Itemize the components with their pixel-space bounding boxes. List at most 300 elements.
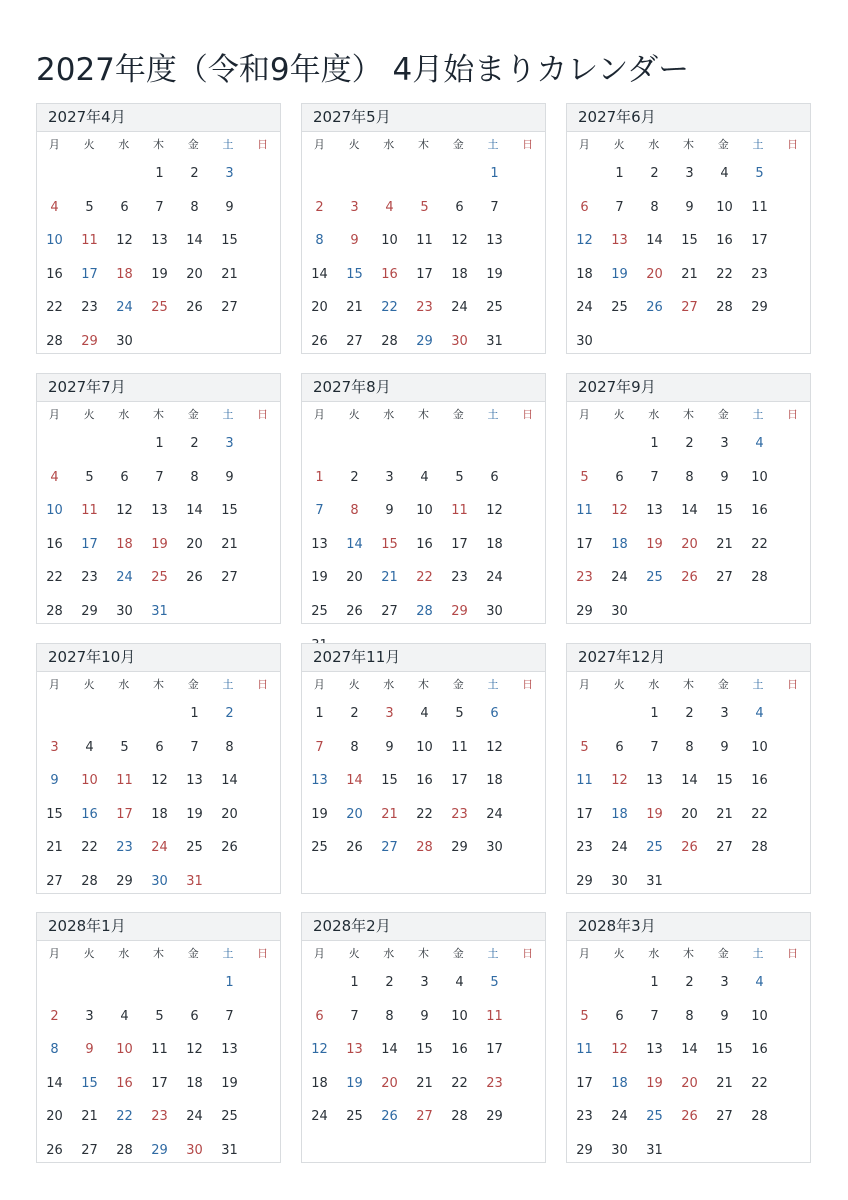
day-cell: 18 bbox=[116, 266, 133, 282]
day-cell: 5 bbox=[455, 706, 464, 721]
day-cell: 2 bbox=[315, 199, 324, 215]
day-cell: 16 bbox=[451, 1042, 468, 1058]
empty-cell bbox=[107, 427, 142, 461]
day-cell: 6 bbox=[120, 469, 129, 485]
month-title: 2027年7月 bbox=[37, 374, 280, 402]
day-cell: 24 bbox=[116, 300, 133, 316]
day-cell: 8 bbox=[225, 739, 234, 755]
day-cell: 7 bbox=[315, 739, 324, 755]
day-cell: 22 bbox=[451, 1075, 468, 1091]
day-cell: 31 bbox=[646, 1142, 663, 1158]
weekday-label: 日 bbox=[257, 138, 269, 151]
day-cell: 16 bbox=[381, 266, 398, 282]
weekday-label: 木 bbox=[418, 678, 430, 691]
day-cell: 11 bbox=[451, 739, 468, 755]
empty-cell bbox=[567, 697, 602, 731]
day-cell: 26 bbox=[311, 333, 328, 349]
weekday-label: 火 bbox=[613, 678, 625, 691]
day-cell: 3 bbox=[720, 436, 729, 451]
empty-cell bbox=[37, 697, 72, 731]
empty-cell bbox=[442, 157, 477, 191]
weekday-label: 木 bbox=[153, 678, 165, 691]
day-cell: 10 bbox=[116, 1042, 133, 1058]
day-cell: 30 bbox=[486, 603, 503, 619]
day-cell: 21 bbox=[681, 266, 698, 282]
day-cell: 3 bbox=[720, 975, 729, 990]
weekday-label: 金 bbox=[717, 947, 729, 960]
day-cell: 25 bbox=[151, 570, 168, 586]
weekday-label: 火 bbox=[83, 408, 95, 421]
day-cell: 1 bbox=[615, 166, 624, 181]
month-calendar bbox=[566, 103, 811, 354]
empty-cell bbox=[337, 427, 372, 461]
day-cell: 3 bbox=[225, 436, 234, 451]
day-cell: 18 bbox=[611, 806, 628, 822]
empty-cell bbox=[602, 966, 637, 1000]
day-cell: 14 bbox=[221, 773, 238, 789]
weekday-label: 金 bbox=[187, 408, 199, 421]
weekday-label: 月 bbox=[578, 138, 590, 151]
day-cell: 4 bbox=[120, 1008, 129, 1024]
day-cell: 7 bbox=[155, 199, 164, 215]
day-cell: 26 bbox=[186, 570, 203, 586]
day-cell: 16 bbox=[116, 1075, 133, 1091]
day-cell: 10 bbox=[46, 503, 63, 519]
day-cell: 12 bbox=[611, 773, 628, 789]
day-cell: 1 bbox=[315, 706, 324, 721]
day-cell: 2 bbox=[685, 975, 694, 990]
day-cell: 26 bbox=[681, 570, 698, 586]
weekday-label: 金 bbox=[187, 138, 199, 151]
day-cell: 1 bbox=[350, 975, 359, 990]
day-cell: 6 bbox=[455, 199, 464, 215]
weekday-label: 金 bbox=[452, 138, 464, 151]
weekday-label: 木 bbox=[153, 408, 165, 421]
weekday-label: 月 bbox=[578, 678, 590, 691]
day-cell: 14 bbox=[311, 266, 328, 282]
day-cell: 3 bbox=[85, 1008, 94, 1024]
day-cell: 22 bbox=[46, 570, 63, 586]
weekday-label: 日 bbox=[787, 947, 799, 960]
day-cell: 30 bbox=[611, 1142, 628, 1158]
empty-cell bbox=[442, 427, 477, 461]
day-cell: 27 bbox=[716, 840, 733, 856]
day-cell: 21 bbox=[716, 1075, 733, 1091]
day-cell: 13 bbox=[151, 233, 168, 249]
day-cell: 3 bbox=[385, 706, 394, 721]
day-cell: 3 bbox=[720, 706, 729, 721]
weekday-label: 月 bbox=[313, 408, 325, 421]
empty-cell bbox=[37, 966, 72, 1000]
day-cell: 23 bbox=[576, 570, 593, 586]
day-cell: 6 bbox=[315, 1008, 324, 1024]
day-cell: 27 bbox=[716, 1109, 733, 1125]
day-cell: 13 bbox=[186, 773, 203, 789]
month-calendar bbox=[301, 643, 546, 894]
day-cell: 7 bbox=[615, 199, 624, 215]
day-cell: 13 bbox=[311, 773, 328, 789]
day-cell: 30 bbox=[486, 840, 503, 856]
day-cell: 25 bbox=[611, 300, 628, 316]
day-cell: 14 bbox=[186, 233, 203, 249]
weekday-header-row bbox=[567, 678, 810, 692]
day-cell: 17 bbox=[116, 806, 133, 822]
month-title: 2027年10月 bbox=[37, 644, 280, 672]
weekday-label: 月 bbox=[578, 408, 590, 421]
weekday-label: 木 bbox=[683, 408, 695, 421]
day-cell: 17 bbox=[451, 773, 468, 789]
day-cell: 20 bbox=[46, 1109, 63, 1125]
day-cell: 15 bbox=[381, 536, 398, 552]
day-cell: 29 bbox=[151, 1142, 168, 1158]
weekday-header-row bbox=[302, 947, 545, 961]
day-cell: 18 bbox=[311, 1075, 328, 1091]
day-cell: 6 bbox=[615, 469, 624, 485]
weekday-label: 火 bbox=[613, 408, 625, 421]
month-calendar bbox=[566, 643, 811, 894]
day-cell: 4 bbox=[50, 199, 59, 215]
day-cell: 28 bbox=[751, 1109, 768, 1125]
month-title: 2028年2月 bbox=[302, 913, 545, 941]
weekday-label: 土 bbox=[752, 138, 764, 151]
day-cell: 27 bbox=[681, 300, 698, 316]
day-cell: 19 bbox=[646, 536, 663, 552]
day-cell: 7 bbox=[350, 1008, 359, 1024]
day-cell: 17 bbox=[576, 536, 593, 552]
day-cell: 3 bbox=[50, 739, 59, 755]
weekday-label: 日 bbox=[522, 947, 534, 960]
day-cell: 3 bbox=[225, 166, 234, 181]
day-cell: 1 bbox=[155, 166, 164, 181]
month-calendar bbox=[566, 373, 811, 624]
day-cell: 8 bbox=[685, 469, 694, 485]
day-cell: 15 bbox=[681, 233, 698, 249]
day-cell: 28 bbox=[381, 333, 398, 349]
empty-cell bbox=[302, 157, 337, 191]
day-cell: 10 bbox=[451, 1008, 468, 1024]
day-cell: 9 bbox=[720, 1008, 729, 1024]
day-cell: 7 bbox=[650, 1008, 659, 1024]
day-cell: 28 bbox=[46, 333, 63, 349]
day-cell: 11 bbox=[576, 1042, 593, 1058]
day-cell: 23 bbox=[81, 300, 98, 316]
day-cell: 21 bbox=[381, 806, 398, 822]
day-cell: 12 bbox=[486, 503, 503, 519]
empty-cell bbox=[567, 966, 602, 1000]
day-cell: 23 bbox=[416, 300, 433, 316]
day-cell: 25 bbox=[311, 603, 328, 619]
month-calendar bbox=[301, 373, 546, 624]
day-cell: 10 bbox=[751, 739, 768, 755]
day-cell: 8 bbox=[350, 739, 359, 755]
day-cell: 31 bbox=[186, 873, 203, 889]
empty-cell bbox=[337, 157, 372, 191]
day-cell: 17 bbox=[81, 266, 98, 282]
weekday-label: 日 bbox=[257, 408, 269, 421]
day-cell: 13 bbox=[646, 773, 663, 789]
day-cell: 9 bbox=[350, 233, 359, 249]
day-cell: 12 bbox=[151, 773, 168, 789]
day-cell: 18 bbox=[486, 773, 503, 789]
day-cell: 23 bbox=[576, 840, 593, 856]
day-cell: 10 bbox=[716, 199, 733, 215]
day-cell: 11 bbox=[116, 773, 133, 789]
day-cell: 29 bbox=[576, 873, 593, 889]
day-cell: 5 bbox=[155, 1008, 164, 1024]
empty-cell bbox=[142, 966, 177, 1000]
day-cell: 20 bbox=[311, 300, 328, 316]
day-cell: 12 bbox=[311, 1042, 328, 1058]
day-cell: 23 bbox=[751, 266, 768, 282]
day-cell: 2 bbox=[225, 706, 234, 721]
day-cell: 11 bbox=[451, 503, 468, 519]
day-cell: 10 bbox=[751, 1008, 768, 1024]
day-cell: 20 bbox=[221, 806, 238, 822]
day-cell: 30 bbox=[576, 333, 593, 349]
day-cell: 26 bbox=[646, 300, 663, 316]
day-cell: 24 bbox=[451, 300, 468, 316]
empty-cell bbox=[107, 157, 142, 191]
day-cell: 20 bbox=[186, 266, 203, 282]
weekday-label: 水 bbox=[648, 138, 660, 151]
day-cell: 8 bbox=[685, 739, 694, 755]
day-cell: 6 bbox=[155, 739, 164, 755]
day-cell: 12 bbox=[611, 503, 628, 519]
day-cell: 26 bbox=[346, 840, 363, 856]
day-cell: 19 bbox=[311, 570, 328, 586]
empty-cell bbox=[602, 427, 637, 461]
weekday-label: 月 bbox=[313, 947, 325, 960]
day-cell: 15 bbox=[221, 233, 238, 249]
weekday-label: 木 bbox=[683, 678, 695, 691]
day-cell: 13 bbox=[346, 1042, 363, 1058]
weekday-header-row bbox=[302, 678, 545, 692]
day-cell: 9 bbox=[720, 739, 729, 755]
day-cell: 16 bbox=[46, 266, 63, 282]
day-cell: 17 bbox=[576, 1075, 593, 1091]
day-cell: 12 bbox=[486, 739, 503, 755]
day-cell: 22 bbox=[116, 1109, 133, 1125]
weekday-label: 水 bbox=[383, 678, 395, 691]
day-cell: 9 bbox=[720, 469, 729, 485]
weekday-label: 日 bbox=[787, 678, 799, 691]
day-cell: 12 bbox=[186, 1042, 203, 1058]
day-cell: 6 bbox=[615, 1008, 624, 1024]
day-cell: 19 bbox=[151, 536, 168, 552]
weekday-label: 火 bbox=[613, 138, 625, 151]
day-cell: 2 bbox=[685, 436, 694, 451]
day-cell: 6 bbox=[190, 1008, 199, 1024]
day-cell: 27 bbox=[46, 873, 63, 889]
weekday-label: 土 bbox=[487, 408, 499, 421]
weekday-label: 月 bbox=[578, 947, 590, 960]
day-cell: 9 bbox=[225, 199, 234, 215]
empty-cell bbox=[107, 966, 142, 1000]
day-cell: 27 bbox=[81, 1142, 98, 1158]
day-cell: 16 bbox=[751, 773, 768, 789]
month-calendar bbox=[36, 373, 281, 624]
day-cell: 9 bbox=[385, 739, 394, 755]
day-cell: 11 bbox=[81, 233, 98, 249]
day-cell: 18 bbox=[151, 806, 168, 822]
empty-cell bbox=[302, 427, 337, 461]
day-cell: 28 bbox=[416, 840, 433, 856]
weekday-header-row bbox=[37, 947, 280, 961]
weekday-label: 木 bbox=[683, 138, 695, 151]
empty-cell bbox=[37, 157, 72, 191]
empty-cell bbox=[142, 697, 177, 731]
day-cell: 19 bbox=[486, 266, 503, 282]
day-cell: 4 bbox=[755, 436, 764, 451]
day-cell: 7 bbox=[190, 739, 199, 755]
day-cell: 18 bbox=[451, 266, 468, 282]
empty-cell bbox=[72, 697, 107, 731]
day-cell: 22 bbox=[751, 536, 768, 552]
weekday-label: 木 bbox=[418, 138, 430, 151]
day-cell: 12 bbox=[611, 1042, 628, 1058]
day-cell: 31 bbox=[151, 603, 168, 619]
weekday-header-row bbox=[567, 138, 810, 152]
day-cell: 8 bbox=[350, 503, 359, 519]
day-cell: 5 bbox=[755, 166, 764, 181]
weekday-label: 月 bbox=[48, 408, 60, 421]
day-cell: 25 bbox=[486, 300, 503, 316]
day-cell: 24 bbox=[611, 1109, 628, 1125]
weekday-label: 木 bbox=[683, 947, 695, 960]
empty-cell bbox=[372, 157, 407, 191]
day-cell: 7 bbox=[225, 1008, 234, 1024]
day-cell: 17 bbox=[576, 806, 593, 822]
day-cell: 14 bbox=[346, 773, 363, 789]
day-cell: 25 bbox=[646, 1109, 663, 1125]
weekday-label: 火 bbox=[83, 138, 95, 151]
day-cell: 21 bbox=[46, 840, 63, 856]
day-cell: 25 bbox=[646, 840, 663, 856]
day-cell: 10 bbox=[381, 233, 398, 249]
day-cell: 4 bbox=[755, 706, 764, 721]
day-cell: 4 bbox=[420, 469, 429, 485]
day-cell: 13 bbox=[221, 1042, 238, 1058]
weekday-label: 水 bbox=[383, 138, 395, 151]
weekday-label: 金 bbox=[717, 138, 729, 151]
weekday-label: 日 bbox=[787, 408, 799, 421]
day-cell: 23 bbox=[576, 1109, 593, 1125]
weekday-header-row bbox=[302, 408, 545, 422]
day-cell: 2 bbox=[385, 975, 394, 990]
weekday-label: 金 bbox=[717, 408, 729, 421]
day-cell: 5 bbox=[420, 199, 429, 215]
day-cell: 29 bbox=[81, 603, 98, 619]
day-cell: 22 bbox=[416, 806, 433, 822]
day-cell: 13 bbox=[646, 1042, 663, 1058]
day-cell: 29 bbox=[576, 1142, 593, 1158]
day-cell: 1 bbox=[650, 975, 659, 990]
day-cell: 9 bbox=[225, 469, 234, 485]
weekday-label: 日 bbox=[257, 678, 269, 691]
day-cell: 2 bbox=[350, 706, 359, 721]
weekday-header-row bbox=[567, 408, 810, 422]
month-title: 2027年11月 bbox=[302, 644, 545, 672]
day-grid bbox=[567, 157, 810, 359]
day-cell: 26 bbox=[681, 840, 698, 856]
empty-cell bbox=[602, 697, 637, 731]
day-cell: 10 bbox=[81, 773, 98, 789]
day-cell: 28 bbox=[116, 1142, 133, 1158]
day-cell: 21 bbox=[716, 806, 733, 822]
day-cell: 11 bbox=[486, 1008, 503, 1024]
day-cell: 5 bbox=[490, 975, 499, 990]
weekday-label: 水 bbox=[648, 947, 660, 960]
day-cell: 8 bbox=[650, 199, 659, 215]
weekday-label: 火 bbox=[83, 678, 95, 691]
day-cell: 30 bbox=[611, 873, 628, 889]
day-cell: 2 bbox=[685, 706, 694, 721]
weekday-label: 金 bbox=[452, 947, 464, 960]
day-cell: 30 bbox=[116, 603, 133, 619]
day-cell: 16 bbox=[416, 536, 433, 552]
day-cell: 4 bbox=[85, 739, 94, 755]
day-cell: 26 bbox=[681, 1109, 698, 1125]
day-cell: 16 bbox=[81, 806, 98, 822]
day-cell: 7 bbox=[315, 503, 324, 519]
day-cell: 15 bbox=[381, 773, 398, 789]
weekday-label: 土 bbox=[752, 947, 764, 960]
day-cell: 1 bbox=[315, 469, 324, 485]
day-cell: 26 bbox=[381, 1109, 398, 1125]
day-cell: 14 bbox=[681, 1042, 698, 1058]
day-cell: 8 bbox=[685, 1008, 694, 1024]
day-cell: 18 bbox=[186, 1075, 203, 1091]
day-cell: 20 bbox=[381, 1075, 398, 1091]
month-title: 2027年4月 bbox=[37, 104, 280, 132]
day-cell: 10 bbox=[416, 739, 433, 755]
day-cell: 11 bbox=[576, 773, 593, 789]
day-cell: 25 bbox=[186, 840, 203, 856]
empty-cell bbox=[372, 427, 407, 461]
day-cell: 17 bbox=[81, 536, 98, 552]
day-cell: 31 bbox=[486, 333, 503, 349]
weekday-label: 土 bbox=[752, 408, 764, 421]
day-cell: 5 bbox=[580, 469, 589, 485]
day-cell: 29 bbox=[486, 1109, 503, 1125]
day-cell: 22 bbox=[751, 1075, 768, 1091]
weekday-label: 土 bbox=[222, 678, 234, 691]
day-cell: 31 bbox=[221, 1142, 238, 1158]
day-cell: 19 bbox=[646, 1075, 663, 1091]
day-cell: 24 bbox=[486, 806, 503, 822]
day-cell: 19 bbox=[186, 806, 203, 822]
day-cell: 8 bbox=[315, 233, 324, 249]
weekday-label: 火 bbox=[613, 947, 625, 960]
day-cell: 13 bbox=[486, 233, 503, 249]
weekday-label: 水 bbox=[118, 138, 130, 151]
day-cell: 28 bbox=[751, 840, 768, 856]
weekday-label: 月 bbox=[48, 138, 60, 151]
day-cell: 24 bbox=[186, 1109, 203, 1125]
weekday-label: 日 bbox=[522, 408, 534, 421]
weekday-header-row bbox=[37, 408, 280, 422]
day-cell: 14 bbox=[681, 503, 698, 519]
day-cell: 21 bbox=[81, 1109, 98, 1125]
day-cell: 3 bbox=[420, 975, 429, 990]
day-cell: 29 bbox=[451, 840, 468, 856]
day-cell: 7 bbox=[650, 469, 659, 485]
day-cell: 25 bbox=[311, 840, 328, 856]
day-cell: 24 bbox=[311, 1109, 328, 1125]
day-cell: 6 bbox=[490, 469, 499, 485]
weekday-label: 日 bbox=[522, 138, 534, 151]
day-grid bbox=[567, 427, 810, 629]
